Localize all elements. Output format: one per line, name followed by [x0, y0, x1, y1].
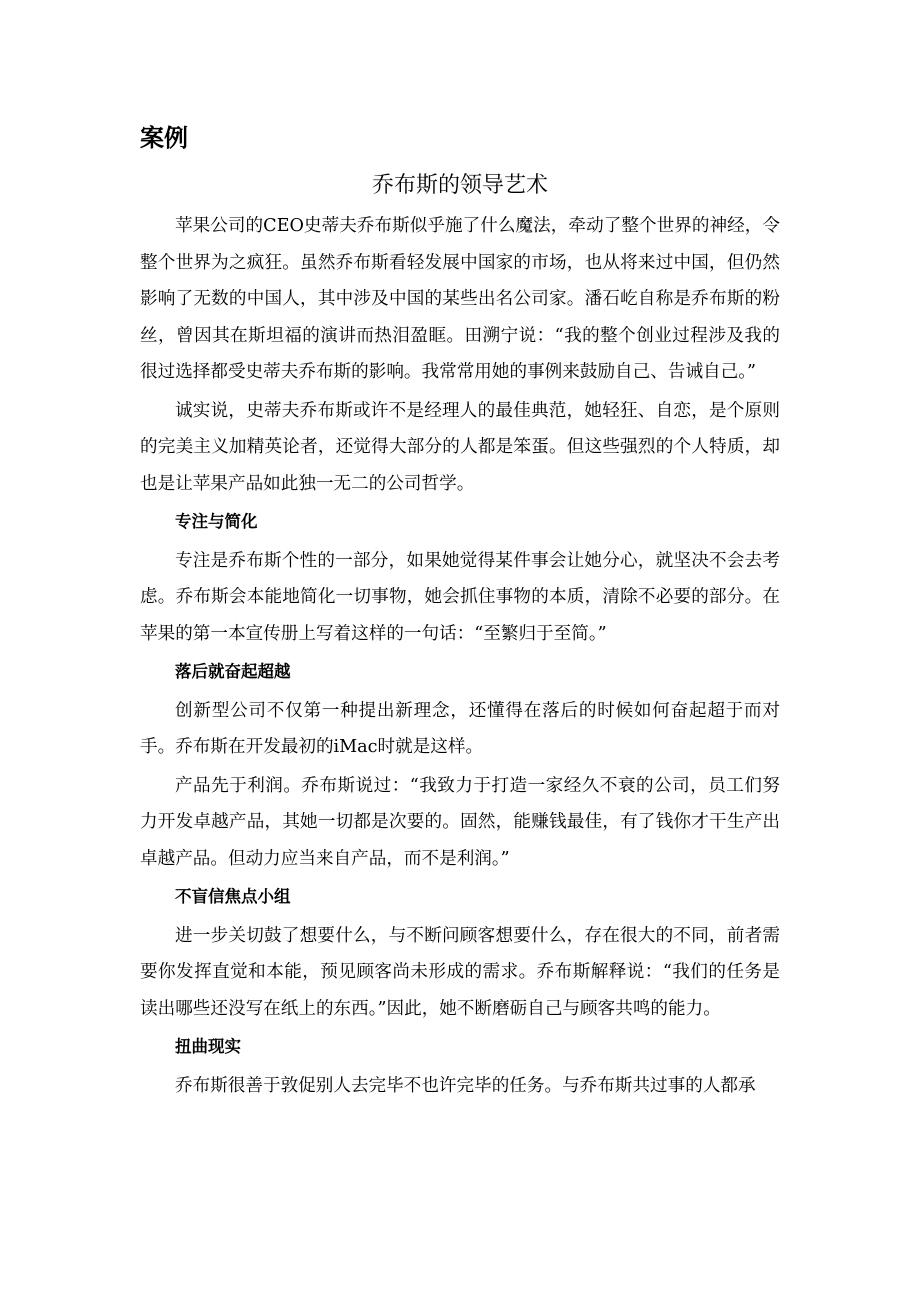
case-label: 案例 — [140, 124, 188, 152]
section-focus-paragraph: 专注是乔布斯个性的一部分，如果她觉得某件事会让她分心，就坚决不会去考虑。乔布斯会本能地简化一切事物，她会抓住事物的本质，清除不必要的部分。在苹果的第一本宣传册上写着这样的一句话：“至繁归于至简。” — [140, 550, 780, 644]
section-catch-up-paragraph-2: 产品先于利润。乔布斯说过：“我致力于打造一家经久不衰的公司，员工们努力开发卓越产品，其她一切都是次要的。固然，能赚钱最佳，有了钱你才干生产出卓越产品。但动力应当来自产品，而不是利润。” — [140, 775, 780, 869]
section-heading-focus-groups: 不盲信焦点小组 — [175, 887, 291, 906]
intro-paragraph-1: 苹果公司的CEO史蒂夫乔布斯似乎施了什么魔法，牵动了整个世界的神经，令整个世界为之疯狂。虽然乔布斯看轻发展中国家的市场，也从将来过中国，但仍然影响了无数的中国人，其中涉及中国的某些出名公司家。潘石屹自称是乔布斯的粉丝，曾因其在斯坦福的演讲而热泪盈眶。田溯宁说：“我的整个创业过程涉及我的很过选择都受史蒂夫乔布斯的影响。我常常用她的事例来鼓励自己、告诫自己。” — [140, 216, 780, 382]
document-title: 乔布斯的领导艺术 — [371, 173, 548, 198]
section-catch-up-paragraph-1: 创新型公司不仅第一种提出新理念，还懂得在落后的时候如何奋起超于而对手。乔布斯在开发最初的iMac时就是这样。 — [140, 700, 780, 757]
section-heading-catch-up: 落后就奋起超越 — [175, 662, 291, 681]
document-page — [140, 112, 780, 1106]
section-reality-distortion-paragraph: 乔布斯很善于敦促别人去完毕不也许完毕的任务。与乔布斯共过事的人都承 — [175, 1075, 756, 1096]
intro-paragraph-2: 诚实说，史蒂夫乔布斯或许不是经理人的最佳典范，她轻狂、自恋，是个原则的完美主义加精英论者，还觉得大部分的人都是笨蛋。但这些强烈的个人特质，却也是让苹果产品如此独一无二的公司哲学。 — [140, 400, 780, 494]
section-heading-reality-distortion: 扭曲现实 — [175, 1037, 241, 1056]
section-focus-groups-paragraph: 进一步关切鼓了想要什么，与不断问顾客想要什么，存在很大的不同，前者需要你发挥直觉和本能，预见顾客尚未形成的需求。乔布斯解释说：“我们的任务是读出哪些还没写在纸上的东西。”因此，她不断磨砺自己与顾客共鸣的能力。 — [140, 925, 780, 1019]
section-heading-focus-simplify: 专注与简化 — [175, 512, 258, 531]
